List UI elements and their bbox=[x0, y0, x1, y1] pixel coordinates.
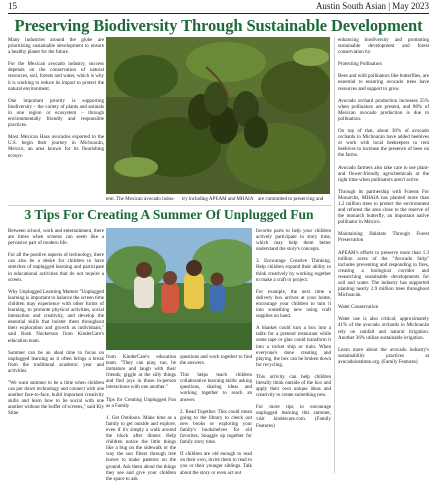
paragraph: On top of that, about 30% of avocado orchards in Michoacán have added beehives or work with local beekeepers to rent beehives to increase the presence of bees on the farms. bbox=[338, 128, 429, 159]
paragraph: Through its partnership with Forests For Monarchs, MHAIA has planted more than 1.2 million trees to protect the environment and reforest the area close to the reserve of the monarch butterfly, an important native pollinator in Mexico. bbox=[338, 188, 429, 226]
paragraph: For example, the next time a delivery box arrives at your home, encourage your children to turn it into something new using craft supplies on hand. bbox=[256, 288, 331, 320]
paragraph: For more tips to encourage unplugged learning this summer, visit kindercare.com. (Family Features) bbox=[256, 404, 331, 429]
paragraph: from KinderCare's education team. "They can play, run, be immature and laugh with their friends; giggle at the silly things and find joys in those in-person interactions with one another." bbox=[106, 354, 176, 391]
paragraph: For all the positive aspects of technology, there can also be a desire for children to have stretches of unplugged learning and participate in educational activities that do not require a screen. bbox=[8, 252, 104, 283]
paragraph: This helps teach children collaborative learning skills: asking questions, sharing ideas and working together to reach an answer. bbox=[180, 372, 252, 403]
subhead: Protecting Pollinators bbox=[338, 61, 382, 68]
paragraph: Why Unplugged Learning Matters "Unplugged learning is important to balance the screen time children may experience with other forms of learning, to promote physical activities, social interaction and creativity, and develop the essential skills that bolster them throughout their exploration and growth as individuals," said Rush Nuckerson from KinderCare's education team. bbox=[8, 288, 104, 344]
paragraph: "We want summer to be a time when children can put down technology and connect with one another face-to-face, build important creativity skills and learn how to be social with one another without the buffer of screens," said Kly Stine bbox=[8, 379, 104, 417]
column-divider bbox=[334, 37, 335, 473]
paragraph: 3. Encourage Creative Thinking. Help children expand their ability to think creatively by working together to make a craft or project. bbox=[256, 258, 331, 283]
paragraph: APEAM's efforts to preserve more than 1.3 million acres of the "Avocado Strip" includes preventing and responding to fires, creating a biological corridor and researching sustainable developments for soil and water. The industry has supported planting nearly 2.9 million trees throughout Michoacán. bbox=[338, 249, 429, 299]
article2-col3 bbox=[180, 354, 252, 482]
header-rule bbox=[8, 13, 429, 14]
paragraph: 1. Get Outdoors. Make time as a family to get outside and explore, even if it's simply a walk around the block after dinner. Help children notice the little things like a bug on the sidewalk or the way the sun filters through tree leaves to make patterns on the ground. Ask them about the things they see and give your children the space to ask bbox=[106, 414, 176, 482]
article2-col2 bbox=[106, 354, 176, 488]
article-divider bbox=[8, 205, 332, 206]
page-number: 15 bbox=[8, 1, 17, 11]
paragraph: are committed to preserving and bbox=[258, 196, 324, 202]
paragraph: Bees and wild pollinators like butterflies, are essential to ensuring avocado trees have resources and support to grow. bbox=[338, 73, 429, 92]
paragraph: tem. The Mexican avocado indus- bbox=[106, 196, 175, 202]
paragraph: If children are old enough to read on their own, invite them to read to you or their younger siblings. Talk about the story or even act out bbox=[180, 451, 252, 476]
family-photo-image bbox=[106, 228, 252, 350]
page-header bbox=[8, 0, 429, 14]
paragraph: One important priority is supporting biodiversity – the variety of plants and animals in one region or ecosystem – through environmentally friendly and responsible practices. bbox=[8, 97, 104, 129]
paragraph: Between school, work and entertainment, there are times when screens can seem like a pervasive part of modern life. bbox=[8, 228, 104, 247]
paragraph: questions and work together to find the answers. bbox=[180, 354, 252, 367]
publication-line: Austin South Asian | May 2023 bbox=[315, 1, 429, 11]
paragraph: Avocado orchard production increases 25% when pollinators are present, and 80% of Mexican avocado production is due to pollination. bbox=[338, 97, 429, 122]
paragraph: A blanket could turn a box into a table for a pretend restaurant while some tape or glue could transform it into a rocket ship or train. When everyone's done creating and playing, the box can be broken down for recycling. bbox=[256, 325, 331, 368]
avocado-photo bbox=[106, 37, 330, 194]
article1-col1 bbox=[8, 37, 104, 165]
paragraph: Learn more about the avocado industry's sustainability practices at avocadoinstitute.org. (Family Features) bbox=[338, 346, 429, 365]
article2-headline: 3 Tips For Creating A Summer Of Unplugged Fun bbox=[24, 207, 314, 222]
avocado-photo-image bbox=[106, 37, 330, 194]
subhead: Tips for Creating Unplugged Fun as a Family bbox=[106, 396, 176, 409]
family-photo bbox=[106, 228, 252, 350]
paragraph: Most Mexican Hass avocados exported to the U.S. begin their journey in Michoacán, Mexico, an area known for its flourishing ecosys- bbox=[8, 134, 104, 159]
paragraph: try including APEAM and MHAIA bbox=[182, 196, 254, 202]
article1-col4 bbox=[338, 37, 429, 371]
paragraph: 2. Read Together. This could mean going to the library to check out new books or exploring your family's bookshelves for old favorites. Snuggle up together for family story time. bbox=[180, 408, 252, 446]
paragraph: Water use is also critical; approximately 41% of the avocado orchards in Michoacán rely on rainfall and natural irrigation. Another 36% utilize sustainable irrigation. bbox=[338, 316, 429, 341]
article2-col4 bbox=[256, 228, 331, 435]
article2-col1 bbox=[8, 228, 104, 423]
paragraph: Avocado farmers also take care to use plant- and flower-friendly agrochemicals at the right time when pollinators aren't active. bbox=[338, 164, 429, 183]
subhead: Water Conservation bbox=[338, 304, 379, 311]
subhead: Maintaining Habitats Through Forest Preservation bbox=[338, 231, 429, 244]
article1-headline: Preserving Biodiversity Through Sustainable Development bbox=[14, 16, 423, 35]
paragraph: Summer can be an ideal time to focus on unplugged learning as it often brings a break from the traditional academic year and activities. bbox=[8, 349, 104, 374]
paragraph: enhancing biodiversity and promoting sustainable development and forest conservation by: bbox=[338, 37, 429, 56]
paragraph: Many industries around the globe are prioritizing sustainable development to ensure a healthy planet for the future. bbox=[8, 37, 104, 56]
paragraph: For the Mexican avocado industry, success depends on the conservation of natural resources, soil, forests and water, which is why it is working to reduce its impact to protect the natural environment. bbox=[8, 61, 104, 92]
paragraph: favorite parts to help your children actively participate in story time, which may help them better understand the story's concepts. bbox=[256, 228, 331, 253]
paragraph: This activity can help children literally think outside of the box and apply their own unique ideas and creativity to create something new. bbox=[256, 373, 331, 399]
